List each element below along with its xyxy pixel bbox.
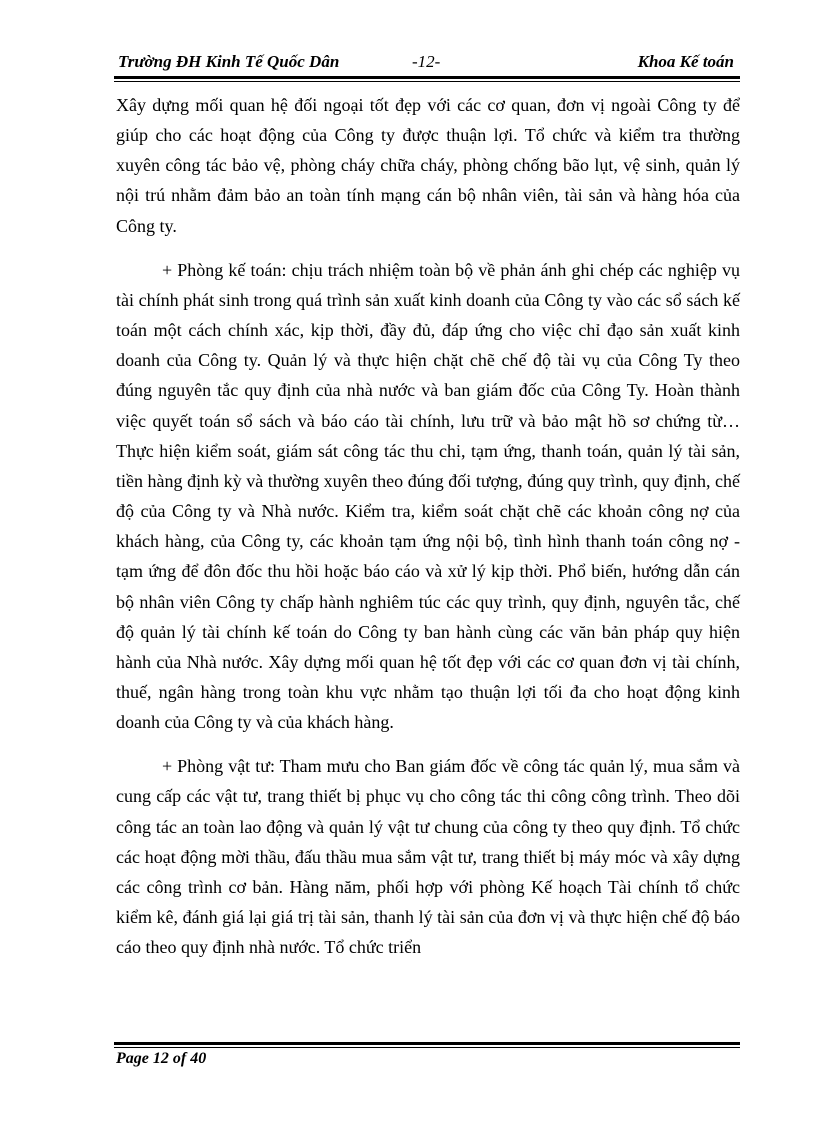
footer-divider-thin [114,1047,740,1048]
paragraph-materials-department: + Phòng vật tư: Tham mưu cho Ban giám đốc về công tác quản lý, mua sắm và cung cấp các vật tư, trang thiết bị phục vụ cho công tác thi công công trình. Theo dõi công tác an toàn lao động và quản lý vật tư chung của công ty theo quy định. Tổ chức các hoạt động mời thầu, đấu thầu mua sắm vật tư, trang thiết bị máy móc và xây dựng các công trình cơ bản. Hàng năm, phối hợp với phòng Kế hoạch Tài chính tổ chức kiểm kê, đánh giá lại giá trị tài sản, thanh lý tài sản của đơn vị và thực hiện chế độ báo cáo theo quy định nhà nước. Tổ chức triển [116,756,740,958]
header-divider-thick [114,76,740,79]
document-body [116,90,740,976]
header-divider-thin [114,81,740,82]
header-department: Khoa Kế toán [637,52,734,71]
header-page-marker: -12- [412,52,441,71]
footer-divider-thick [114,1042,740,1045]
header-school: Trường ĐH Kinh Tế Quốc Dân [118,52,340,71]
paragraph-accounting-department: + Phòng kế toán: chịu trách nhiệm toàn bộ về phản ánh ghi chép các nghiệp vụ tài chính phát sinh trong quá trình sản xuất kinh doanh của Công ty vào các sổ sách kế toán một cách chính xác, kịp thời, đầy đủ, đáp ứng cho việc chỉ đạo sản xuất kinh doanh của Công ty. Quản lý và thực hiện chặt chẽ chế độ tài vụ của Công Ty theo đúng nguyên tắc quy định của nhà nước và ban giám đốc của Công Ty. Hoàn thành việc quyết toán sổ sách và báo cáo tài chính, lưu trữ và bảo mật hồ sơ chứng từ… Thực hiện kiểm soát, giám sát công tác thu chi, tạm ứng, thanh toán, quản lý tài sản, tiền hàng định kỳ và thường xuyên theo đúng đối tượng, đúng quy trình, quy định, chế độ của Công ty và Nhà nước. Kiểm tra, kiểm soát chặt chẽ các khoản công nợ của khách hàng, của Công ty, các khoản tạm ứng nội bộ, tình hình thanh toán công nợ - tạm ứng để đôn đốc thu hồi hoặc báo cáo và xử lý kịp thời. Phổ biến, hướng dẫn cán bộ nhân viên Công ty chấp hành nghiêm túc các quy trình, quy định, nguyên tắc, chế độ quản lý tài chính kế toán do Công ty ban hành cùng các văn bản pháp quy hiện hành của Nhà nước. Xây dựng mối quan hệ tốt đẹp với các cơ quan đơn vị tài chính, thuế, ngân hàng trong toàn khu vực nhằm tạo thuận lợi tối đa cho hoạt động kinh doanh của Công ty và của khách hàng. [116,259,740,733]
page-footer: Page 12 of 40 [116,1050,207,1067]
page-header [114,52,740,74]
paragraph-external-relations: Xây dựng mối quan hệ đối ngoại tốt đẹp với các cơ quan, đơn vị ngoài Công ty để giúp cho các hoạt động của Công ty được thuận lợi. Tổ chức và kiểm tra thường xuyên công tác bảo vệ, phòng cháy chữa cháy, phòng chống bão lụt, vệ sinh, quản lý nội trú nhằm đảm bảo an toàn tính mạng cán bộ nhân viên, tài sản và hàng hóa của Công ty. [116,95,740,236]
